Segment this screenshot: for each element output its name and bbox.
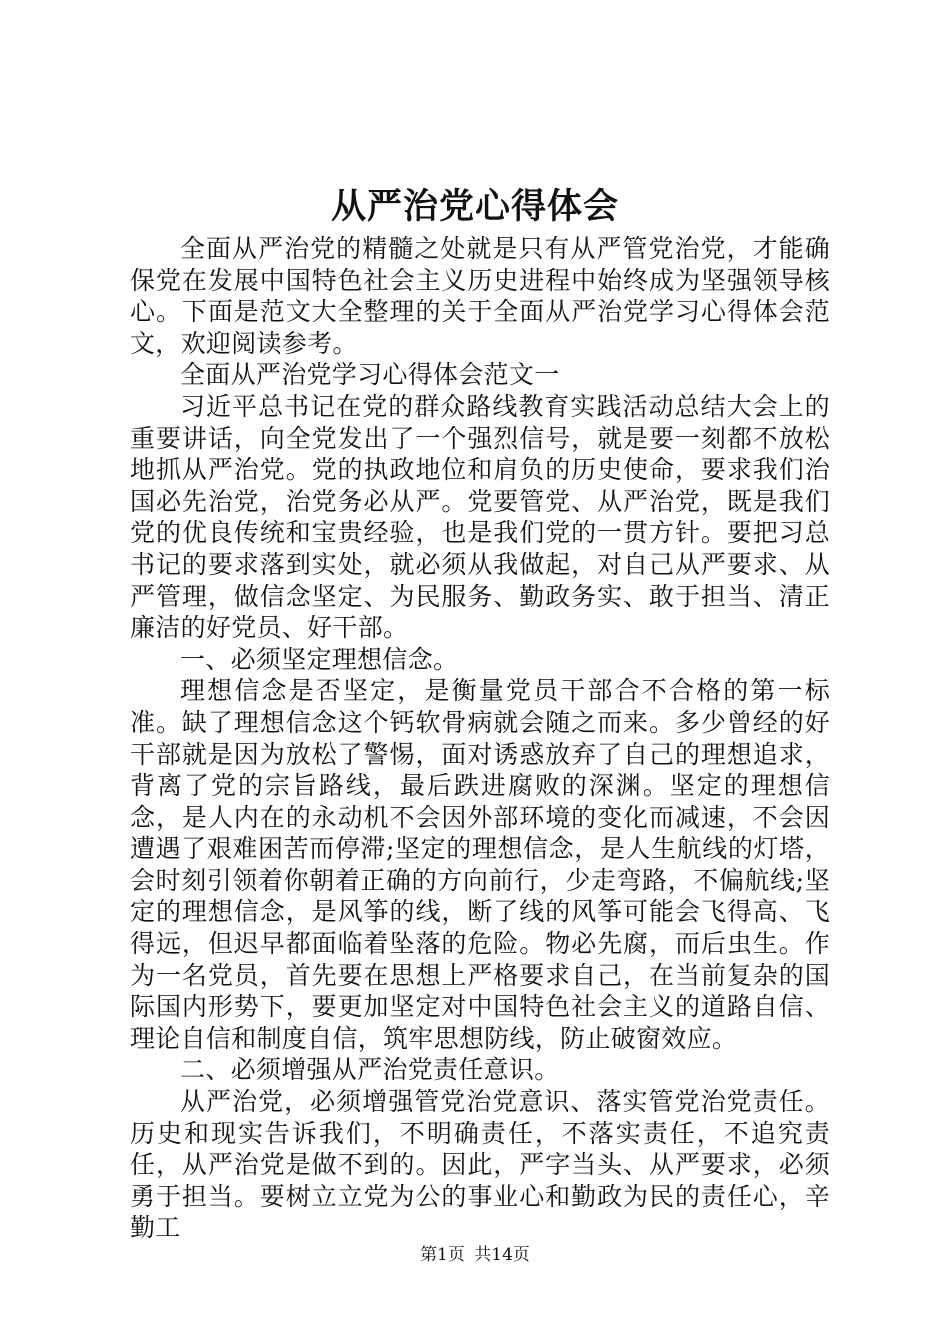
page-total: 共14页: [474, 1245, 530, 1265]
paragraph-intro: 全面从严治党的精髓之处就是只有从严管党治党，才能确保党在发展中国特色社会主义历史进程中始终成为坚强领导核心。下面是范文大全整理的关于全面从严治党学习心得体会范文，欢迎阅读参考。: [130, 234, 830, 358]
paragraph-speech: 习近平总书记在党的群众路线教育实践活动总结大会上的重要讲话，向全党发出了一个强烈信号，就是要一刻都不放松地抓从严治党。党的执政地位和肩负的历史使命，要求我们治国必先治党，治党务必从严。党要管党、从严治党，既是我们党的优良传统和宝贵经验，也是我们党的一贯方针。要把习总书记的要求落到实处，就必须从我做起，对自己从严要求、从严管理，做信念坚定、为民服务、勤政务实、敢于担当、清正廉洁的好党员、好干部。: [130, 391, 830, 643]
page-number: 第1页: [420, 1245, 465, 1265]
paragraph-section-heading: 全面从严治党学习心得体会范文一: [180, 360, 560, 390]
paragraph-ideals: 理想信念是否坚定，是衡量党员干部合不合格的第一标准。缺了理想信念这个钙软骨病就会随之而来。多少曾经的好干部就是因为放松了警惕，面对诱惑放弃了自己的理想追求，背离了党的宗旨路线，最后跌进腐败的深渊。坚定的理想信念，是人内在的永动机不会因外部环境的变化而减速，不会因遭遇了艰难困苦而停滞;坚定的理想信念，是人生航线的灯塔，会时刻引领着你朝着正确的方向前行，少走弯路，不偏航线;坚定的理想信念，是风筝的线，断了线的风筝可能会飞得高、飞得远，但迟早都面临着坠落的危险。物必先腐，而后虫生。作为一名党员，首先要在思想上严格要求自己，在当前复杂的国际国内形势下，要更加坚定对中国特色社会主义的道路自信、理论自信和制度自信，筑牢思想防线，防止破窗效应。: [130, 676, 830, 1053]
document-title: 从严治党心得体会: [330, 186, 619, 227]
paragraph-heading-1: 一、必须坚定理想信念。: [180, 644, 459, 674]
document-body: [130, 233, 830, 1244]
page-footer: [0, 1243, 950, 1267]
paragraph-heading-2: 二、必须增强从严治党责任意识。: [180, 1055, 560, 1085]
paragraph-responsibility: 从严治党，必须增强管党治党意识、落实管党治党责任。历史和现实告诉我们，不明确责任，不落实责任，不追究责任，从严治党是做不到的。因此，严字当头、从严要求，必须勇于担当。要树立立党为公的事业心和勤政为民的责任心，辛勤工: [130, 1087, 830, 1243]
